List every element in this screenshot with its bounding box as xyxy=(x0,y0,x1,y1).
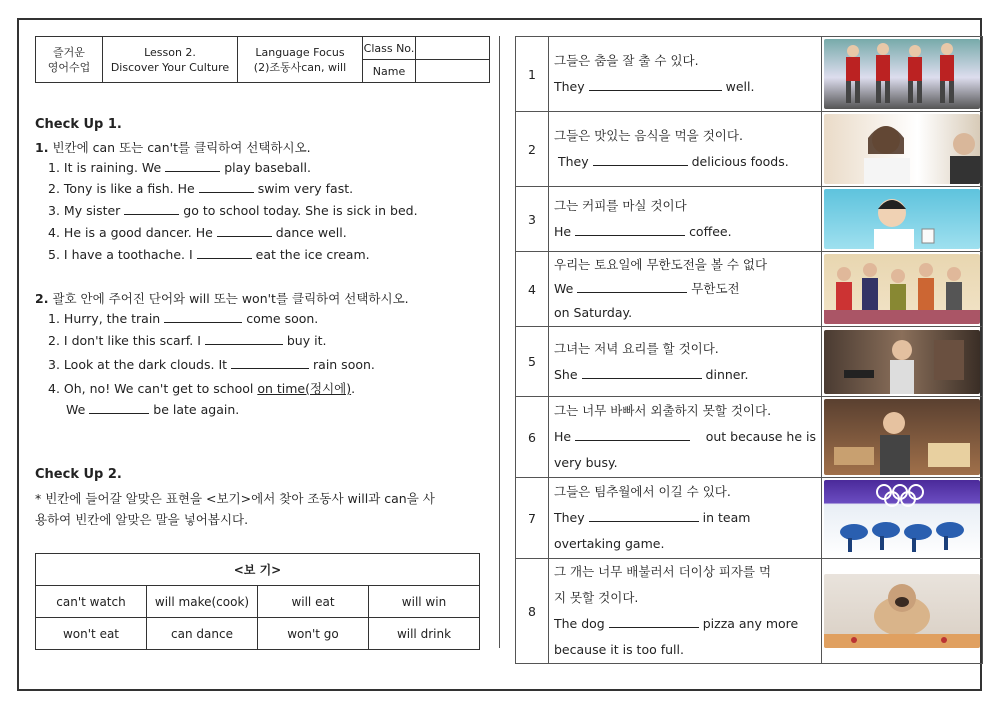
focus-cell: Language Focus (2)조동사can, will xyxy=(238,37,363,83)
busy-chef-photo xyxy=(824,399,980,475)
table-row: 3 그는 커피를 마실 것이다 He coffee. xyxy=(516,187,983,252)
chef-icon xyxy=(824,399,980,475)
word-option[interactable]: won't eat xyxy=(36,618,147,650)
table-row: 6 그는 너무 바빠서 외출하지 못할 것이다. He out because he is very busy. xyxy=(516,397,983,478)
blank-input[interactable] xyxy=(575,224,685,236)
people-eating-icon xyxy=(824,114,980,184)
header-table xyxy=(35,36,490,83)
name-label: Name xyxy=(363,60,416,83)
word-option[interactable]: can dance xyxy=(147,618,258,650)
table-row: 8 그 개는 너무 배불러서 더이상 피자를 먹 지 못할 것이다. The dog pizza any more because it is too full. xyxy=(516,559,983,664)
table-row: 5 그녀는 저녁 요리를 할 것이다. She dinner. xyxy=(516,327,983,397)
class-no-field[interactable] xyxy=(416,37,490,60)
group-people-icon xyxy=(824,254,980,324)
table-row: 7 그들은 팀추월에서 이길 수 있다. They in team overtaking game. xyxy=(516,478,983,559)
sentence-table xyxy=(515,36,983,664)
pug-pizza-icon xyxy=(824,574,980,648)
coffee-photo xyxy=(824,189,980,249)
checkup2-instruction-1: * 빈칸에 들어갈 알맞은 표현을 <보기>에서 찾아 조동사 will과 can을 사 xyxy=(35,491,435,506)
blank-input[interactable] xyxy=(231,357,309,369)
part2-item-1: 1. Hurry, the train come soon. xyxy=(48,311,319,326)
word-option[interactable]: can't watch xyxy=(36,586,147,618)
column-divider xyxy=(499,36,500,648)
word-option[interactable]: will win xyxy=(369,586,480,618)
olympic-rings-icon xyxy=(824,480,980,556)
part2-item-4: 4. Oh, no! We can't get to school on time(정시에). xyxy=(48,381,356,396)
word-option[interactable]: will drink xyxy=(369,618,480,650)
word-option[interactable]: will make(cook) xyxy=(147,586,258,618)
eating-photo xyxy=(824,114,980,184)
tv-show-photo xyxy=(824,254,980,324)
blank-input[interactable] xyxy=(582,367,702,379)
name-field[interactable] xyxy=(416,60,490,83)
class-kind-cell: 즐거운 영어수업 xyxy=(36,37,103,83)
blank-input[interactable] xyxy=(609,616,699,628)
man-coffee-icon xyxy=(824,189,980,249)
blank-input[interactable] xyxy=(575,429,690,441)
blank-input[interactable] xyxy=(89,402,149,414)
blank-input[interactable] xyxy=(124,203,179,215)
table-row: 4 우리는 토요일에 무한도전을 볼 수 없다 We 무한도전 on Saturday. xyxy=(516,252,983,327)
part1-item-5: 5. I have a toothache. I eat the ice cream. xyxy=(48,247,370,262)
part2-item-3: 3. Look at the dark clouds. It rain soon. xyxy=(48,357,375,372)
word-option[interactable]: will eat xyxy=(258,586,369,618)
checkup2-title: Check Up 2. xyxy=(35,467,122,482)
blank-input[interactable] xyxy=(593,154,688,166)
part2-instruction: 2. 괄호 안에 주어진 단어와 will 또는 won't를 클릭하여 선택하시오. xyxy=(35,291,409,306)
blank-input[interactable] xyxy=(205,333,283,345)
part2-item-4-line2: We be late again. xyxy=(66,402,240,417)
word-bank-title: <보 기> xyxy=(36,554,480,586)
dancers-photo xyxy=(824,39,980,109)
table-row: 1 그들은 춤을 잘 출 수 있다. They well. xyxy=(516,37,983,112)
word-bank xyxy=(35,553,480,650)
checkup1-title: Check Up 1. xyxy=(35,117,122,132)
blank-input[interactable] xyxy=(197,247,252,259)
part1-item-4: 4. He is a good dancer. He dance well. xyxy=(48,225,347,240)
cooking-photo xyxy=(824,330,980,394)
part1-instruction: 1. 빈칸에 can 또는 can't를 클릭하여 선택하시오. xyxy=(35,140,311,155)
woman-cooking-icon xyxy=(824,330,980,394)
part1-item-3: 3. My sister go to school today. She is sick in bed. xyxy=(48,203,418,218)
blank-input[interactable] xyxy=(589,79,722,91)
lesson-cell: Lesson 2. Discover Your Culture xyxy=(103,37,238,83)
speed-skating-photo xyxy=(824,480,980,556)
word-option[interactable]: won't go xyxy=(258,618,369,650)
class-no-label: Class No. xyxy=(363,37,416,60)
checkup2-instruction-2: 용하여 빈칸에 알맞은 말을 넣어봅시다. xyxy=(35,512,249,527)
dancers-icon xyxy=(824,39,980,109)
table-row: 2 그들은 맛있는 음식을 먹을 것이다. They delicious foods. xyxy=(516,112,983,187)
blank-input[interactable] xyxy=(589,510,699,522)
part1-item-2: 2. Tony is like a fish. He swim very fast. xyxy=(48,181,354,196)
blank-input[interactable] xyxy=(577,281,687,293)
pug-photo xyxy=(824,574,980,648)
blank-input[interactable] xyxy=(199,181,254,193)
blank-input[interactable] xyxy=(217,225,272,237)
part2-item-2: 2. I don't like this scarf. I buy it. xyxy=(48,333,327,348)
blank-input[interactable] xyxy=(165,160,220,172)
part1-item-1: 1. It is raining. We play baseball. xyxy=(48,160,311,175)
blank-input[interactable] xyxy=(164,311,242,323)
